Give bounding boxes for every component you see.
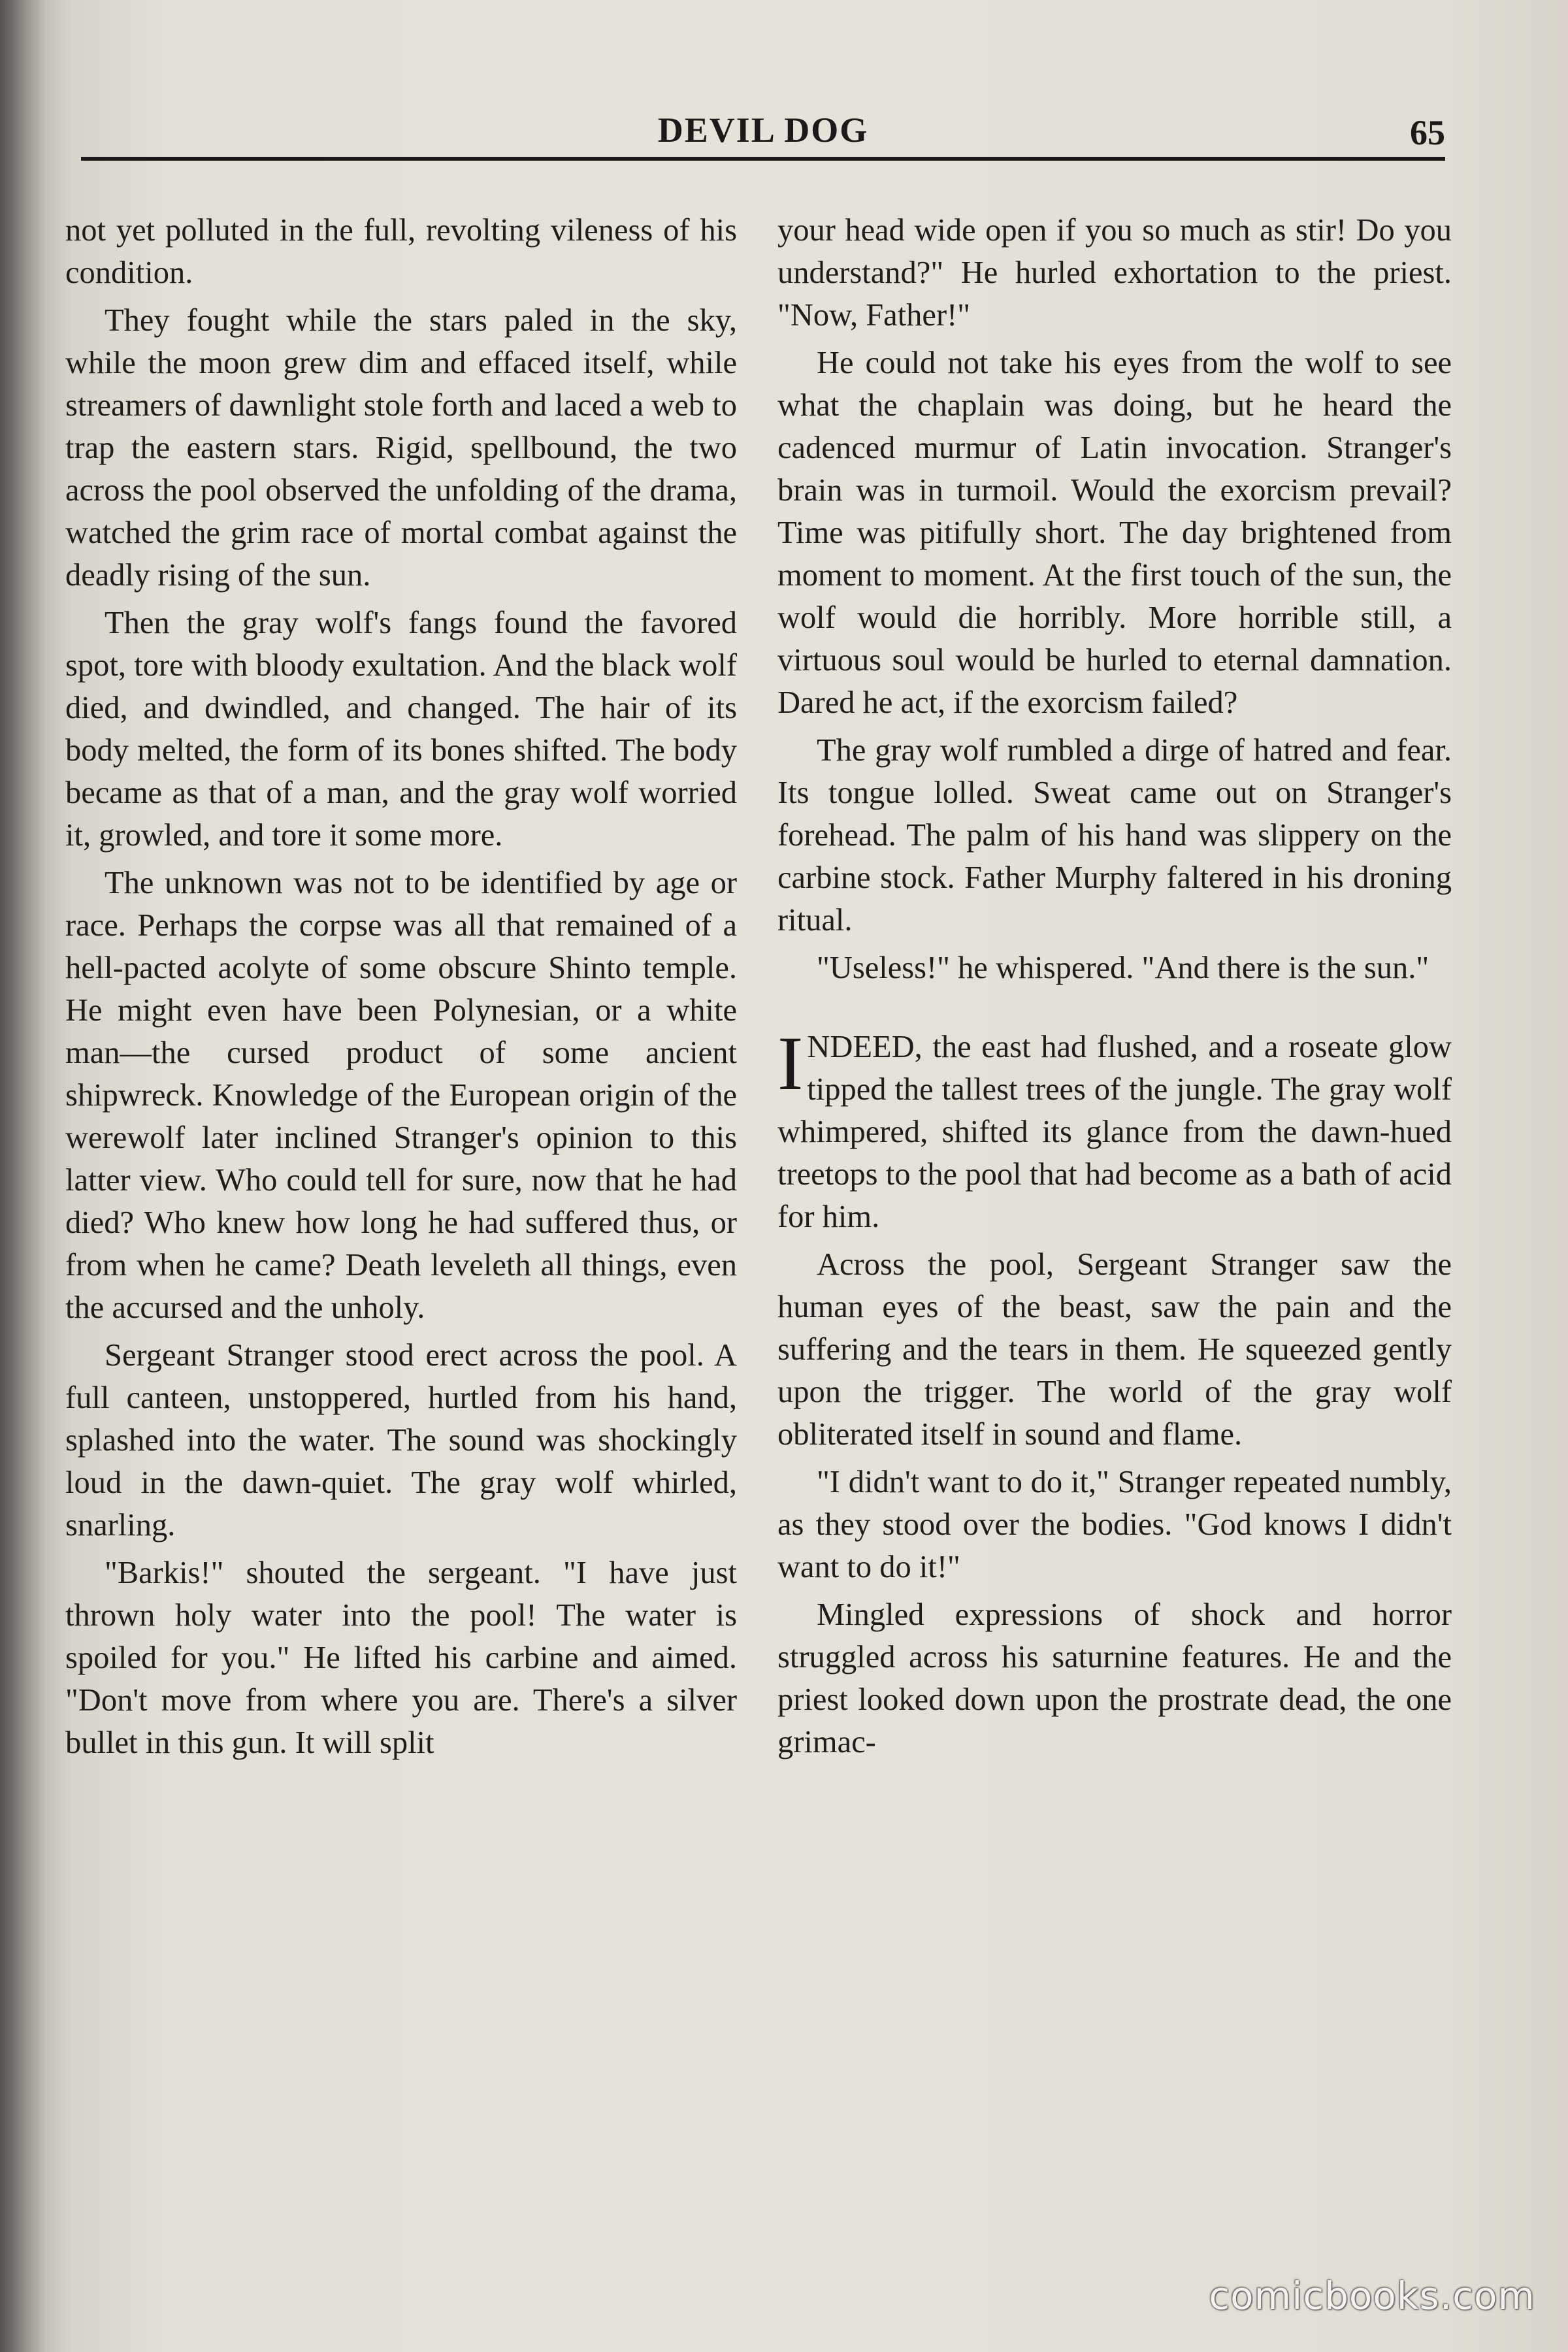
header-rule [81,157,1445,161]
paragraph: The unknown was not to be identified by age or race. Perhaps the corpse was all that remained of a hell-pacted acolyte of some obscure Shinto temple. He might even have been Polynesian, or a white man—the cursed product of some ancient shipwreck. Knowledge of the European origin of the werewolf later inclined Stranger's opinion to this latter view. Who could tell for sure, now that he had died? Who knew how long he had suffered thus, or from when he came? Death leveleth all things, even the accursed and the unholy. [65,866,737,1325]
paragraph: not yet polluted in the full, revolting vileness of his condition. [65,213,737,290]
paragraph: They fought while the stars paled in the sky, while the moon grew dim and effaced itself, while streamers of dawnlight stole forth and laced a web to trap the eastern stars. Rigid, spellbound, the two across the pool observed the unfolding of the drama, watched the grim race of mortal combat against the deadly rising of the sun. [65,303,737,593]
paragraph: Sergeant Stranger stood erect across the pool. A full canteen, unstoppered, hurtled from his hand, splashed into the water. The sound was shockingly loud in the dawn-quiet. The gray wolf whirled, snarling. [65,1338,737,1543]
paragraph: your head wide open if you so much as stir! Do you understand?" He hurled exhortation to the priest. "Now, Father!" [777,213,1452,333]
drop-cap: I [777,1021,804,1106]
header-title: DEVIL DOG [657,110,869,150]
watermark: comicbooks.com [1209,2274,1535,2318]
left-column [65,209,737,2176]
paragraph-text: NDEED, the east had flushed, and a roseate glow tipped the tallest trees of the jungle. The gray wolf whimpered, shifted its glance from the dawn-hued treetops to the pool that had become as a bath of acid for him. [777,1030,1452,1234]
paragraph: He could not take his eyes from the wolf to see what the chaplain was doing, but he heard the cadenced murmur of Latin invocation. Stranger's brain was in turmoil. Would the exorcism prevail? Time was pitifully short. The day brightened from moment to moment. At the first touch of the sun, the wolf would die horribly. More horrible still, a virtuous soul would be hurled to eternal damnation. Dared he act, if the exorcism failed? [777,346,1452,720]
paragraph: "I didn't want to do it," Stranger repeated numbly, as they stood over the bodies. "God knows I didn't want to do it!" [777,1465,1452,1584]
running-header [81,110,1445,152]
paragraph: "Barkis!" shouted the sergeant. "I have just thrown holy water into the pool! The water is spoiled for you." He lifted his carbine and aimed. "Don't move from where you are. There's a silver bullet in this gun. It will split [65,1556,737,1760]
paragraph: "Useless!" he whispered. "And there is the sun." [817,951,1429,985]
paragraph: Mingled expressions of shock and horror struggled across his saturnine features. He and the priest looked down upon the prostrate dead, the one grimac- [777,1597,1452,1759]
right-column [777,209,1452,2176]
spine-shadow [0,0,46,2352]
paragraph: The gray wolf rumbled a dirge of hatred and fear. Its tongue lolled. Sweat came out on Stranger's forehead. The palm of his hand was slippery on the carbine stock. Father Murphy faltered in his droning ritual. [777,733,1452,938]
page-number: 65 [1410,113,1445,152]
paragraph: Then the gray wolf's fangs found the favored spot, tore with bloody exultation. And the black wolf died, and dwindled, and changed. The hair of its body melted, the form of its bones shifted. The body became as that of a man, and the gray wolf worried it, growled, and tore it some more. [65,606,737,853]
section-paragraph [777,1021,1452,1238]
paragraph: Across the pool, Sergeant Stranger saw the human eyes of the beast, saw the pain and the suffering and the tears in them. He squeezed gently upon the trigger. The world of the gray wolf obliterated itself in sound and flame. [777,1247,1452,1452]
